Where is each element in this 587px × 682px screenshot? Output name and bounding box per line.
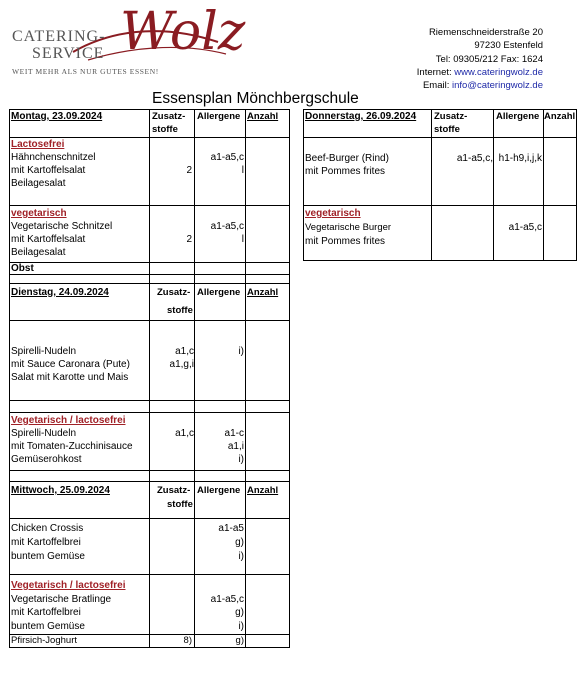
- extra-item-obst: Obst: [11, 263, 34, 274]
- email-link[interactable]: info@cateringwolz.de: [452, 80, 543, 92]
- dish-line: Vegetarische Schnitzel: [11, 221, 113, 232]
- website-link[interactable]: www.cateringwolz.de: [454, 66, 543, 78]
- menu-table-left: [9, 109, 290, 648]
- dish-line: Beef-Burger (Rind): [305, 153, 389, 164]
- dish-line: mit Kartoffelbrei: [11, 607, 81, 618]
- dish-line: mit Pommes frites: [305, 236, 386, 247]
- col-header-zusatz-2: stoffe: [152, 124, 178, 135]
- internet-label: Internet:: [416, 66, 455, 78]
- col-header-anzahl: Anzahl: [544, 111, 576, 122]
- logo-text-service: SERVICE: [32, 45, 105, 62]
- dish-line: Vegetarische Burger: [305, 222, 392, 233]
- logo-text-catering: CATERING-: [12, 28, 106, 45]
- allergene-value: g): [235, 607, 244, 618]
- col-header-allergene: Allergene: [197, 287, 241, 298]
- address-city: 97230 Estenfeld: [474, 40, 543, 52]
- col-header-zusatz: Zusatz-: [157, 287, 191, 298]
- dish-line: Spirelli-Nudeln: [11, 428, 77, 439]
- allergene-value: a1-a5,c: [210, 594, 244, 605]
- allergene-value: a1,i: [227, 441, 244, 452]
- allergene-value: h1-h9,i,j,k: [498, 153, 542, 164]
- address-street: Riemenschneiderstraße 20: [428, 27, 543, 38]
- dish-line: mit Pommes frites: [305, 166, 386, 177]
- dish-line: buntem Gemüse: [11, 621, 85, 632]
- allergene-value: l: [241, 234, 244, 245]
- dish-line: Gemüserohkost: [11, 454, 82, 465]
- page-title: Essensplan Mönchbergschule: [152, 90, 359, 107]
- col-header-zusatz-2: stoffe: [167, 305, 193, 316]
- col-header-zusatz: Zusatz-: [434, 111, 468, 122]
- diet-tag-vegetarisch-lactosefrei: Vegetarisch / lactosefrei: [11, 580, 126, 591]
- logo-tagline: WEIT MEHR ALS NUR GUTES ESSEN!: [12, 67, 159, 76]
- col-header-anzahl: Anzahl: [247, 111, 279, 122]
- zusatz-value: 8): [183, 635, 192, 646]
- dish-line: Salat mit Karotte und Mais: [11, 372, 129, 383]
- col-header-allergene: Allergene: [197, 111, 241, 122]
- day-header-wednesday: Mittwoch, 25.09.2024: [11, 485, 110, 496]
- col-header-anzahl: Anzahl: [247, 485, 279, 496]
- col-header-allergene: Allergene: [197, 485, 241, 496]
- col-header-zusatz-2: stoffe: [434, 124, 460, 135]
- zusatz-value: a1-a5,c,: [456, 153, 493, 164]
- extra-item-dessert: Pfirsich-Joghurt: [11, 635, 77, 646]
- address-email: [417, 79, 543, 92]
- company-logo: [8, 2, 246, 90]
- dish-line: Beilagesalat: [11, 178, 66, 189]
- day-header-thursday: Donnerstag, 26.09.2024: [305, 111, 417, 122]
- allergene-value: a1-a5,c: [210, 221, 244, 232]
- dish-line: Vegetarische Bratlinge: [11, 594, 112, 605]
- allergene-value: a1-a5,c: [508, 222, 542, 233]
- day-header-tuesday: Dienstag, 24.09.2024: [11, 287, 109, 298]
- allergene-value: g): [235, 537, 244, 548]
- col-header-anzahl: Anzahl: [247, 287, 279, 298]
- dish-line: Chicken Crossis: [11, 523, 84, 534]
- address-phone: Tel: 09305/212 Fax: 1624: [435, 53, 543, 65]
- col-header-allergene: Allergene: [496, 111, 540, 122]
- allergene-value: a1-a5: [218, 523, 244, 534]
- zusatz-value: a1,c: [175, 346, 194, 357]
- logo-script-wolz: Wolz: [120, 2, 246, 62]
- diet-tag-vegetarisch: vegetarisch: [305, 208, 361, 219]
- dish-line: mit Kartoffelsalat: [11, 165, 86, 176]
- address-internet: [417, 66, 543, 79]
- diet-tag-lactosefrei: Lactosefrei: [11, 139, 65, 150]
- day-header-monday: Montag, 23.09.2024: [11, 111, 103, 122]
- col-header-zusatz-2: stoffe: [167, 499, 193, 510]
- diet-tag-vegetarisch-lactosefrei: Vegetarisch / lactosefrei: [11, 415, 126, 426]
- dish-line: mit Kartoffelbrei: [11, 537, 81, 548]
- address-block: [417, 26, 543, 92]
- dish-line: Hähnchenschnitzel: [11, 152, 96, 163]
- dish-line: mit Sauce Caronara (Pute): [11, 359, 130, 370]
- allergene-value: g): [235, 635, 244, 646]
- zusatz-value: a1,g,i: [169, 359, 194, 370]
- zusatz-value: a1,c: [175, 428, 194, 439]
- allergene-value: i): [238, 621, 244, 632]
- email-label: Email:: [422, 80, 453, 92]
- allergene-value: i): [238, 454, 244, 465]
- dish-line: Spirelli-Nudeln: [11, 346, 77, 357]
- dish-line: buntem Gemüse: [11, 551, 85, 562]
- allergene-value: a1-a5,c: [210, 152, 244, 163]
- zusatz-value: 2: [186, 234, 192, 245]
- menu-table-right: [303, 109, 577, 261]
- col-header-zusatz: Zusatz-: [157, 485, 191, 496]
- zusatz-value: 2: [186, 165, 192, 176]
- dish-line: mit Tomaten-Zucchinisauce: [11, 441, 133, 452]
- diet-tag-vegetarisch: vegetarisch: [11, 208, 67, 219]
- dish-line: mit Kartoffelsalat: [11, 234, 86, 245]
- col-header-zusatz: Zusatz-: [152, 111, 186, 122]
- allergene-value: a1-c: [224, 428, 244, 439]
- allergene-value: i): [238, 346, 244, 357]
- allergene-value: i): [238, 551, 244, 562]
- dish-line: Beilagesalat: [11, 247, 66, 258]
- allergene-value: l: [241, 165, 244, 176]
